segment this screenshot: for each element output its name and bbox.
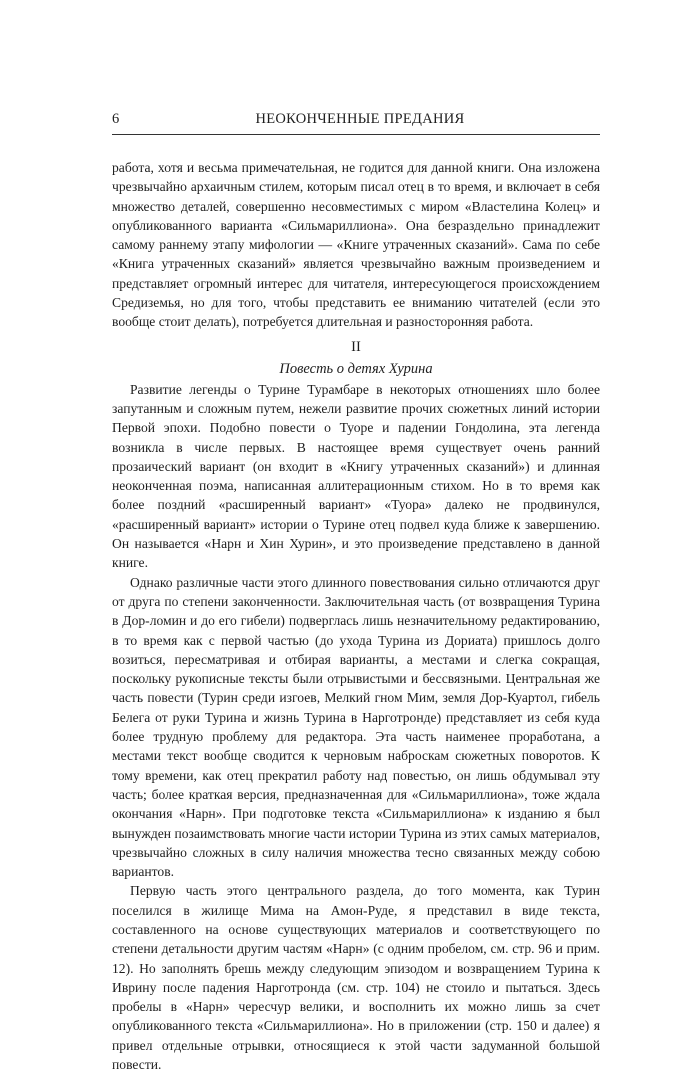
running-head	[112, 111, 600, 133]
paragraph: Развитие легенды о Турине Турамбаре в некоторых отношениях шло более запутанным и сложным путем, нежели развитие прочих сюжетных линий истории Первой эпохи. Подобно повести о Туоре и падении Гондолина, эта легенда возникла в числе первых. В настоящее время существует очень ранний прозаический вариант (он входит в «Книгу утраченных сказаний») и длинная неоконченная поэма, написанная аллитерационным стихом. Но в то время как более поздний «расширенный вариант» «Туора» далеко не продвинулся, «расширенный вариант» истории о Турине отец подвел куда ближе к завершению. Он называется «Нарн и Хин Хурин», и это произведение представлено в данной книге.	[112, 381, 600, 571]
section-title: Повесть о детях Хурина	[279, 360, 433, 377]
section-number: II	[351, 338, 361, 355]
paragraph-continued: работа, хотя и весьма примечательная, не годится для данной книги. Она изложена чрезвычайно архаичным стилем, которым писал отец в то время, и включает в себя множество деталей, совершенно несовместимых с миром «Властелина Колец» и опубликованного варианта «Сильмариллиона». Она безраздельно принадлежит самому раннему этапу мифологии — «Книге утраченных сказаний». Сама по себе «Книга утраченных сказаний» является чрезвычайно важным произведением и представляет огромный интерес для читателя, интересующегося происхождением Средиземья, но для того, чтобы представить ее вниманию читателей (если это вообще стоит делать), потребуется длительная и разносторонняя работа.	[112, 160, 600, 330]
page-number: 6	[112, 111, 120, 127]
running-head-title: НЕОКОНЧЕННЫЕ ПРЕДАНИЯ	[255, 111, 465, 127]
paragraph: Первую часть этого центрального раздела, до того момента, как Турин поселился в жилище Мима на Амон-Руде, я представил в виде текста, составленного на основе существующих материалов и соответствующего по степени детальности другим частям «Нарн» (с одним пробелом, см. стр. 96 и прим. 12). Но заполнять брешь между следующим эпизодом и возвращением Турина к Иврину после падения Нарготронда (см. стр. 104) не стоило и пытаться. Здесь пробелы в «Нарн» чересчур велики, и восполнить их можно лишь за счет опубликованного текста «Сильмариллиона». Но в приложении (стр. 150 и далее) я привел отдельные отрывки, относящиеся к этой части задуманной большой повести.	[112, 883, 600, 1073]
paragraph: Однако различные части этого длинного повествования сильно отличаются друг от друга по степени законченности. Заключительная часть (от возвращения Турина в Дор-ломин и до его гибели) подверглась лишь незначительному редактированию, в то время как с первой частью (до ухода Турина из Дориата) пришлось долго возиться, пересматривая и отбирая варианты, а местами и слегка сокращая, поскольку рукописные тексты были отрывистыми и бессвязными. Центральная же часть повести (Турин среди изгоев, Мелкий гном Мим, земля Дор-Куартол, гибель Белега от руки Турина и жизнь Турина в Нарготронде) представляет из себя куда более трудную проблему для редактора. Эта часть наименее проработана, а местами текст вообще сводится к черновым наброскам сюжетных поворотов. К тому времени, как отец прекратил работу над повестью, он лишь обдумывал эту часть; более краткая версия, предназначенная для «Сильмариллиона», тоже ждала окончания «Нарн». При подготовке текста «Сильмариллиона» к изданию я был вынужден позаимствовать многие части истории Турина из этих самых материалов, чрезвычайно сложных в силу наличия множества тесно связанных между собою вариантов.	[112, 574, 600, 880]
header-rule	[112, 134, 600, 135]
body-text	[112, 158, 600, 1074]
